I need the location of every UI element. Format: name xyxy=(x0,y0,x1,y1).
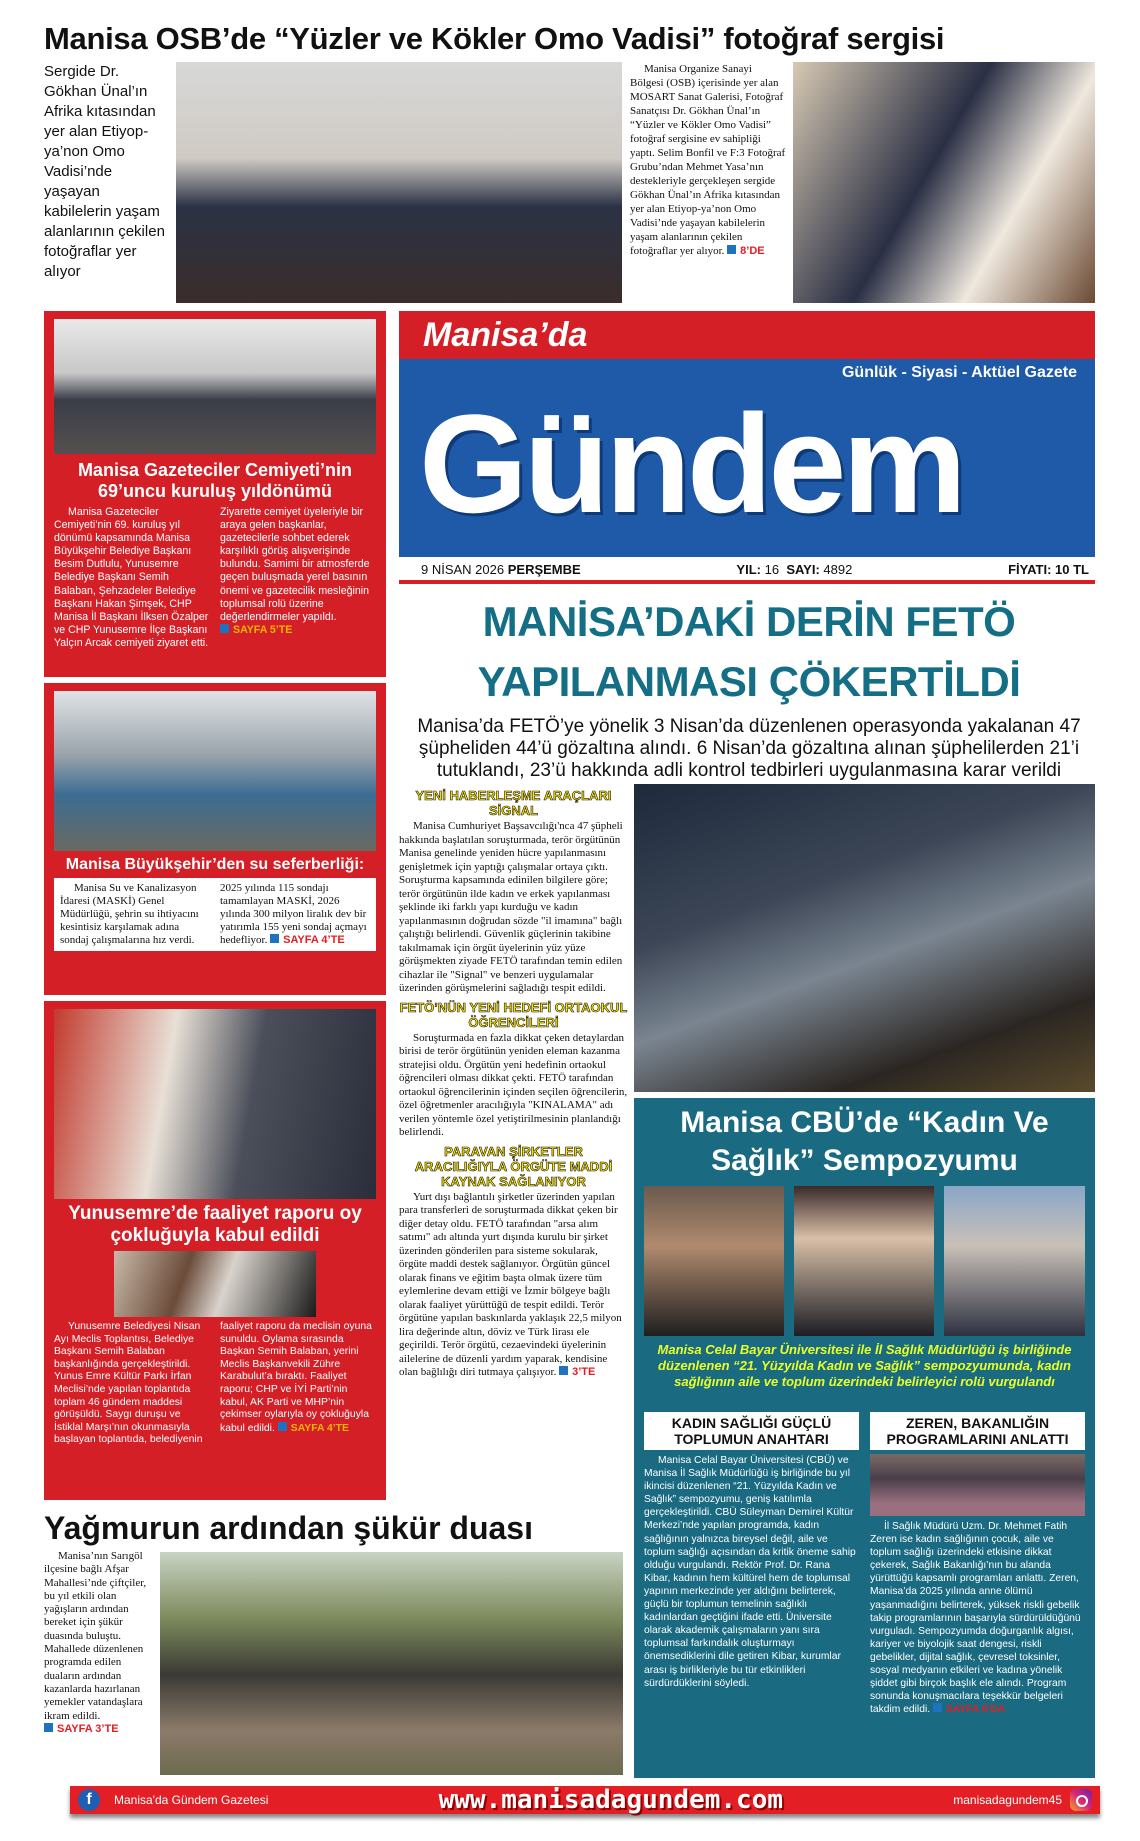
left-subhead: KADIN SAĞLIĞI GÜÇLÜ TOPLUMUN ANAHTARI xyxy=(644,1412,859,1450)
police-operation-photo xyxy=(634,784,1095,1092)
story-headline: Manisa Büyükşehir’den su seferberliği: xyxy=(65,856,365,873)
page-ref[interactable]: SAYFA 3’TE xyxy=(44,1723,119,1735)
weekday: PERŞEMBE xyxy=(507,562,581,577)
footer-bar xyxy=(70,1786,1100,1814)
section-paragraph: Soruşturmada en fazla dikkat çeken detaylardan birisi de terör örgütünün yeniden eleman kazanma stratejisi oldu. Örgütün yeni hedefinin ortaokul öğrencileri olması dikkat çekti. FETÖ tarafından ortaokul öğrencilerinin içinden seçilen öğrencilerin, özel öğretmenler aracılığıyla "KINALAMA" adı verilen yöntemle özel yetiştirilmesinin planlandığı belirlendi. xyxy=(399,1031,628,1138)
prayer-gathering-photo xyxy=(160,1552,623,1775)
top-story-body xyxy=(630,62,788,258)
story-body xyxy=(54,878,376,951)
instagram-label: manisadagundem45 xyxy=(953,1793,1062,1807)
page-ref[interactable]: SAYFA 6’DA xyxy=(933,1704,1005,1715)
section-subhead: FETÖ’NÜN YENİ HEDEFİ ORTAOKUL ÖĞRENCİLERİ xyxy=(399,999,628,1030)
rain-story-body xyxy=(44,1550,154,1736)
issue: 4892 xyxy=(823,562,853,577)
story-su-seferberligi xyxy=(44,683,386,995)
paragraph: Manisa Celal Bayar Üniversitesi (CBÜ) ve Manisa İl Sağlık Müdürlüğü iş birliğinde bu yıl ikincisi düzenlenen “21. Yüzyılda Kadın ve Sağlık” sempozyumu, geniş katılımla gerçekleştirildi. CBÜ Süleyman Demirel Kültür Merkezi’nde yapılan programda, kadın sağlığının yalnızca bireysel değil, aile ve toplum sağlığı açısından da kritik öneme sahip olduğu vurgulandı. Rektör Prof. Dr. Rana Kibar, kadının hem kültürel hem de toplumsal yapının merkezinde yer aldığını belirterek, güçlü bir toplumun temelinin sağlıklı kadınlardan geçtiğini ifade etti. Üniversite olarak akademik çalışmaların yanı sıra toplumsal farkındalık oluşturmayı önemsediklerini dile getiren Kibar, kurumlar arası iş birlikleriyle bu tür etkinlikleri sürdürdüklerini söyledi. xyxy=(644,1455,856,1689)
section-text xyxy=(399,1032,628,1140)
instagram-link[interactable] xyxy=(953,1789,1092,1811)
section-subhead: PARAVAN ŞİRKETLER ARACILIĞIYLA ÖRGÜTE MADDİ KAYNAK SAĞLANIYOR xyxy=(414,1143,613,1189)
price xyxy=(1008,562,1089,580)
masthead-prefix: Manisa’da xyxy=(423,316,588,354)
year: 16 xyxy=(764,562,780,577)
facebook-label: Manisa'da Gündem Gazetesi xyxy=(114,1793,269,1807)
year-label: YIL: xyxy=(736,562,761,577)
cemiyet-photo xyxy=(54,319,376,454)
story-text: Manisa Gazeteciler Cemiyeti’nin 69. kuruluş yıl dönümü kapsamında Manisa Büyükşehir Belediye Başkanı Besim Dutlulu, Yunusemre Belediye Başkanı Semih Balaban, Şehzadeler Belediye Başkanı Hakan Şimşek, CHP Manisa İl Başkanı İlksen Özalper ve CHP Yunusemre İlçe Başkanı Yalçın Arcak cemiyeti ziyaret etti. Ziyarette cemiyet üyeleriyle bir araya gelen başkanlar, gazetecilerle sohbet ederek karşılıklı görüş alışverişinde bulundu. Samimi bir atmosferde geçen buluşmada yerel basının önemi ve gazetecilik mesleğinin toplumsal rolü üzerine değerlendirmeler yapıldı. xyxy=(54,506,370,649)
right-subhead: ZEREN, BAKANLIĞIN PROGRAMLARINI ANLATTI xyxy=(870,1412,1085,1450)
story-cbu-sempozyum xyxy=(634,1098,1095,1778)
gallery-photo xyxy=(793,62,1095,303)
masthead-name: Gündem xyxy=(419,385,963,542)
issue-label: SAYI: xyxy=(786,562,820,577)
masthead-tagline: Günlük - Siyasi - Aktüel Gazete xyxy=(841,364,1077,381)
section-paragraph: Yurt dışı bağlantılı şirketler üzerinden yapılan para transferleri de soruşturmada dikkat çeken bir diğer detay oldu. FETÖ tarafından "arsa alım satımı" adı altında yurt dışında kurulu bir şirket üzerinden gönderilen para sisteme sokularak, örgüte maddi destek sağlanıyor. Örgütün güncel olarak finans ve eğitim başta olmak üzere tüm eylemlerine devam ettiği ve İzmir bölgeye bağlı olarak faaliyet yürüttüğü de tespit edildi. Terör örgütüne yapılan baskınlarda yaklaşık 22,5 milyon lira değerinde altın, döviz ve Türk lirası ele geçirildi. Terör örgütü, cezaevindeki üyelerinin ailelerine de düzenli yardım yaparak, kendisine olan bağlılığı diri tutmaya çalışıyor. xyxy=(399,1190,622,1378)
top-story-text: Manisa Organize Sanayi Bölgesi (OSB) içerisinde yer alan MOSART Sanat Galerisi, Fotoğraf Sanatçısı Dr. Gökhan Ünal’ın “Yüzler ve Kökler Omo Vadisi” fotoğraf sergisine ev sahipliği yaptı. Selim Bonfil ve F:3 Fotoğraf Grubu’ndan Mehmet Yasa’nın destekleriyle gerçekleşen sergide Gökhan Ünal’ın Afrika kıtasından yer alan Etiyop-ya’non Omo Vadisi’nde yaşayan kabilelerin yaşam alanlarının çekilen fotoğraflar yer alıyor. xyxy=(630,63,786,257)
left-text xyxy=(644,1454,859,1690)
speaker-photo-2 xyxy=(794,1186,934,1336)
paragraph: Manisa’nın Sarıgöl ilçesine bağlı Afşar Mahallesi’nde çiftçiler, bu yıl etkili olan yağışların ardından bereket için şükür duasında buluştu. Mahallede düzenlenen programda edilen duaların ardından kazanlarda hazırlanan yemekler vatandaşlara ikram edildi. xyxy=(44,1550,147,1722)
website-link[interactable]: www.manisadagundem.com xyxy=(438,1785,783,1815)
speaker-photo-3 xyxy=(944,1186,1085,1336)
top-story-intro: Sergide Dr. Gökhan Ünal’ın Afrika kıtasından yer alan Etiyop-ya’non Omo Vadisi’nde yaşayan kabilelerin yaşam alanlarının çekilen fotoğraflar yer alıyor xyxy=(44,63,165,280)
date: 9 NİSAN 2026 xyxy=(421,562,505,577)
rain-story-headline: Yağmurun ardından şükür duası xyxy=(44,1510,533,1546)
facebook-icon: f xyxy=(78,1789,100,1811)
story-text: Manisa Su ve Kanalizasyon İdaresi (MASKİ) Genel Müdürlüğü, şehrin su ihtiyacını kesintisiz karşılamak adına sondaj çalışmalarına hız verdi. 2025 yılında 115 sondajı tamamlayan MASKİ, 2026 yılında 300 milyon liralık dev bir yatırımla 155 yeni sondaj açmayı hedefliyor. xyxy=(60,882,367,946)
price-label: FİYATI: xyxy=(1008,562,1052,577)
section-text xyxy=(399,1191,628,1380)
story-headline: Manisa Gazeteciler Cemiyeti’nin 69’uncu kuruluş yıldönümü xyxy=(77,460,353,501)
story-body xyxy=(54,1321,376,1447)
facebook-link[interactable] xyxy=(78,1789,268,1811)
story-deck: Manisa Celal Bayar Üniversitesi ile İl Sağlık Müdürlüğü iş birliğinde düzenlenen “21. Yüzyılda Kadın ve Sağlık” sempozyumunda, kadın sağlığının aile ve toplum üzerindeki belirleyici rolü vurgulandı xyxy=(657,1342,1072,1389)
instagram-icon xyxy=(1070,1789,1092,1811)
story-yunusemre xyxy=(44,1001,386,1500)
story-headline: Manisa CBÜ’de “Kadın Ve Sağlık” Sempozyumu xyxy=(680,1106,1049,1177)
page-ref[interactable]: SAYFA 4’TE xyxy=(278,1423,349,1434)
page-ref[interactable]: SAYFA 4’TE xyxy=(270,934,345,946)
main-deck: Manisa’da FETÖ’ye yönelik 3 Nisan’da düzenlenen operasyonda yakalanan 47 şüpheliden 44’ü gözaltına alındı. 6 Nisan’da gözaltına alınan şüphelilerden 21’i tutuklandı, 23’ü hakkında adli kontrol tedbirleri uygulanmasına karar verildi xyxy=(417,716,1081,781)
story-headline: Yunusemre’de faaliyet raporu oy çokluğuyla kabul edildi xyxy=(68,1203,362,1246)
story-body xyxy=(54,506,376,650)
issue-number xyxy=(736,562,852,580)
right-text xyxy=(870,1454,1085,1716)
main-story-body xyxy=(399,784,628,1380)
meclis-photo xyxy=(54,1009,376,1199)
story-text: Yunusemre Belediyesi Nisan Ayı Meclis Toplantısı, Belediye Başkanı Semih Balaban başkanlığında gerçekleştirildi. Yunus Emre Kültür Parkı İrfan Meclisi’nde yapılan toplantıda toplam 46 gündem maddesi görüşüldü. Saygı duruşu ve İstiklal Marşı’nın okunmasıyla başlayan toplantıda, belediyenin faaliyet raporu da meclisin oyuna sunuldu. Oylama sırasında Başkan Semih Balaban, yerini Meclis Başkanvekili Zühre Karabulut’a bıraktı. Faaliyet raporu; CHP ve İYİ Parti’nin kabul, AK Parti ve MHP’nin çekimser oylarıyla oy çokluğuyla kabul edildi. xyxy=(54,1321,372,1446)
osb-group-photo xyxy=(176,62,622,303)
page-ref[interactable]: 3’TE xyxy=(559,1366,595,1378)
dateline xyxy=(399,562,1095,584)
issue-date xyxy=(421,562,581,580)
story-gazeteciler-cemiyeti xyxy=(44,311,386,677)
drilling-photo xyxy=(54,691,376,851)
section-subhead: YENİ HABERLEŞME ARAÇLARI SİGNAL xyxy=(415,788,612,818)
speaker-photo-1 xyxy=(644,1186,784,1336)
top-story-headline: Manisa OSB’de “Yüzler ve Kökler Omo Vadisi” fotoğraf sergisi xyxy=(44,21,945,56)
masthead-logo xyxy=(399,311,1095,557)
paragraph: İl Sağlık Müdürü Uzm. Dr. Mehmet Fatih Zeren ise kadın sağlığının çocuk, aile ve toplum sağlığı üzerindeki etkisine dikkat çekerek, Sağlık Bakanlığı’nın bu alanda yürüttüğü kapsamlı programları anlattı. Zeren, Manisa’da 2025 yılında anne ölümü yaşanmadığını belirterek, yüksek riskli gebelik takip programlarının başarıyla sürdürüldüğünü vurguladı. Sempozyumda doğurganlık algısı, kariyer ve biyolojik saat dengesi, riskli gebelikler, dijital sağlık, çevresel toksinler, sosyal medyanın etkileri ve kadına yönelik şiddet gibi birçok başlık ele alındı. Program sonunda konuşmacılara teşekkür belgeleri takdim edildi. xyxy=(870,1521,1081,1716)
page-ref[interactable]: SAYFA 5’TE xyxy=(220,624,292,636)
audience-photo xyxy=(870,1454,1085,1516)
section-text xyxy=(399,820,628,996)
main-headline: MANİSA’DAKİ DERİN FETÖ YAPILANMASI ÇÖKERTİLDİ xyxy=(477,598,1021,705)
price-value: 10 TL xyxy=(1055,562,1089,577)
meclis-speaker-photo xyxy=(114,1251,316,1317)
section-paragraph: Manisa Cumhuriyet Başsavcılığı'nca 47 şüpheli hakkında başlatılan soruşturmada, terör örgütünün Manisa genelinde yeniden hücre yapılanmasını genişletmek için yaptığı çalışmalar ortaya çıktı. Soruşturma kapsamında edinilen bilgilere göre; terör örgütünün ilde kadın ve erkek yapılanması şeklinde iki farklı yapı kurduğu ve kadın yapılanmasının doğrudan sözde "il imamına" bağlı çalıştığı belirlendi. Güvenlik güçlerinin takibine takılmamak için örgüt üyelerinin yüz yüze görüşmekten ziyade FETÖ tarafından temin edilen cihazlar ile "Signal" ve benzeri uygulamalar üzerinden görüşmelerini sağladığı tespit edildi. xyxy=(399,820,623,994)
page-ref[interactable]: 8’DE xyxy=(727,245,764,257)
